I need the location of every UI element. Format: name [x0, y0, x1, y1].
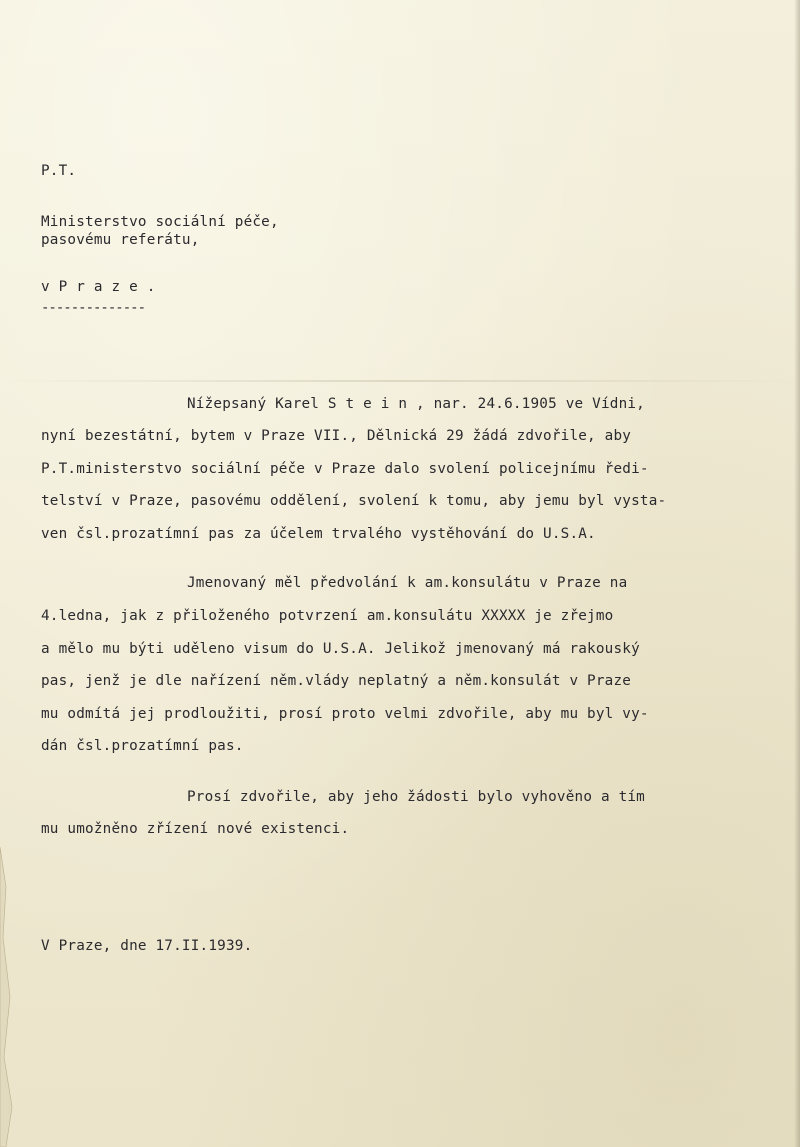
p2-line-3: a mělo mu býti uděleno visum do U.S.A. Jelikož jmenovaný má rakouský — [41, 641, 640, 657]
p2-line-6: dán čsl.prozatímní pas. — [41, 738, 244, 754]
paper-fold — [0, 380, 800, 382]
salutation: P.T. — [41, 163, 77, 179]
date-line: V Praze, dne 17.II.1939. — [41, 938, 253, 954]
recipient-line-1: Ministerstvo sociální péče, — [41, 214, 279, 230]
p3-line-1: Prosí zdvořile, aby jeho žádosti bylo vyhověno a tím — [187, 789, 645, 805]
p2-line-1: Jmenovaný měl předvolání k am.konsulátu v Praze na — [187, 575, 628, 591]
p2-line-5: mu odmítá jej prodloužiti, prosí proto velmi zdvořile, aby mu byl vy- — [41, 706, 649, 722]
torn-paper-edge — [0, 847, 40, 1147]
p3-line-2: mu umožněno zřízení nové existenci. — [41, 821, 350, 837]
p1-line-3: P.T.ministerstvo sociální péče v Praze dalo svolení policejnímu ředi- — [41, 461, 649, 477]
p1-line-4: telství v Praze, pasovému oddělení, svolení k tomu, aby jemu byl vysta- — [41, 493, 667, 509]
city-underline: -------------- — [41, 300, 146, 316]
p2-line-4: pas, jenž je dle nařízení něm.vlády neplatný a něm.konsulát v Praze — [41, 673, 632, 689]
city-line: v P r a z e . — [41, 279, 156, 295]
p1-line-1: Nížepsaný Karel S t e i n , nar. 24.6.1905 ve Vídni, — [187, 396, 645, 412]
p1-line-5: ven čsl.prozatímní pas za účelem trvalého vystěhování do U.S.A. — [41, 526, 596, 542]
p2-line-2: 4.ledna, jak z přiloženého potvrzení am.konsulátu XXXXX je zřejmo — [41, 608, 614, 624]
recipient-line-2: pasovému referátu, — [41, 232, 200, 248]
paper-edge-shadow — [794, 0, 800, 1147]
p1-line-2: nyní bezestátní, bytem v Praze VII., Dělnická 29 žádá zdvořile, aby — [41, 428, 632, 444]
